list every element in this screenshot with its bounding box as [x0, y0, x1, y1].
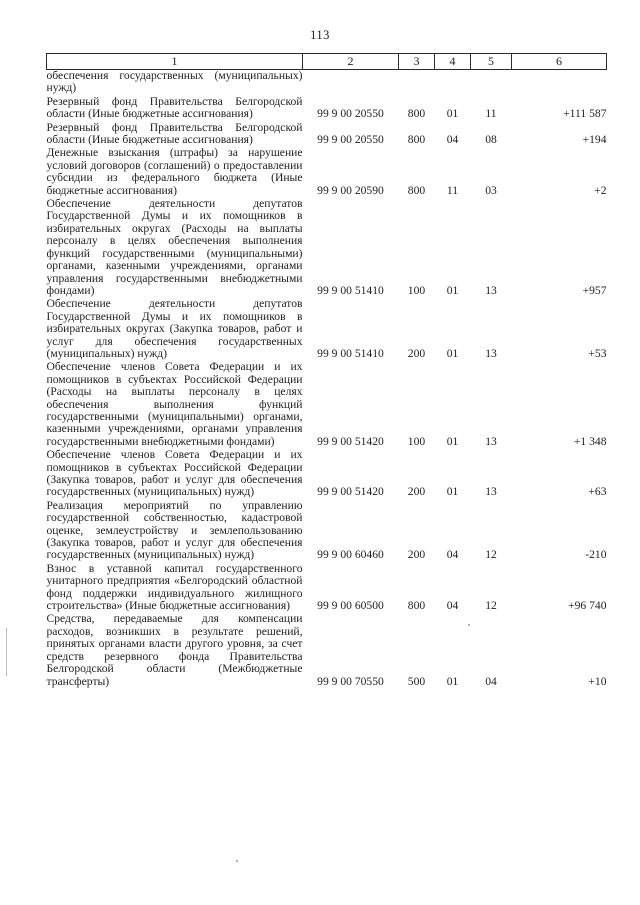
- row-col-5: 13: [485, 434, 497, 448]
- row-amount: -210: [585, 548, 607, 562]
- row-code: [303, 70, 399, 96]
- row-amount: +10: [588, 674, 607, 688]
- table-header-row: [47, 54, 607, 70]
- row-code: 99 9 00 60500: [317, 599, 384, 613]
- row-description: Обеспечение членов Совета Федерации и их помощников в субъектах Российской Федерации (Закупка товаров, работ и услуг для обеспечения государственных (муниципальных) нужд): [46, 448, 303, 499]
- row-col-3: [399, 70, 435, 96]
- header-col-6: 6: [512, 54, 607, 70]
- row-code: 99 9 00 20590: [317, 183, 384, 197]
- row-col-3: 800: [407, 599, 426, 613]
- row-description: Обеспечение членов Совета Федерации и их помощников в субъектах Российской Федерации (Расходы на выплаты персоналу в целях обеспечения выполнения функций государственными (муниципальными) органами, казенными учреждениями, органами управления государственными внебюджетными фондами): [46, 360, 303, 448]
- table-row: [47, 147, 607, 198]
- row-col-5: 12: [485, 548, 497, 562]
- row-col-5: 13: [485, 283, 497, 297]
- row-amount: +63: [588, 485, 607, 499]
- table-row: [47, 500, 607, 563]
- row-col-3: 200: [407, 548, 426, 562]
- row-col-3: 500: [407, 674, 426, 688]
- row-col-4: 11: [446, 183, 459, 197]
- row-code: 99 9 00 51420: [317, 434, 384, 448]
- scan-fold-mark: [6, 628, 7, 676]
- row-col-4: 01: [446, 485, 459, 499]
- table-row: [47, 361, 607, 449]
- row-code: 99 9 00 51410: [317, 283, 384, 297]
- row-col-5: 12: [485, 599, 497, 613]
- table-row: [47, 122, 607, 148]
- row-col-5: 11: [485, 107, 497, 121]
- row-col-5: [471, 70, 512, 96]
- row-amount: +957: [582, 283, 607, 297]
- row-amount: +194: [582, 133, 607, 147]
- row-col-3: 200: [407, 346, 426, 360]
- row-description: Денежные взыскания (штрафы) за нарушение условий договоров (соглашений) о предоставлении субсидии из федерального бюджета (Иные бюджетные ассигнования): [46, 146, 303, 197]
- row-col-3: 100: [407, 283, 426, 297]
- row-col-4: 04: [446, 133, 459, 147]
- row-col-5: 13: [485, 346, 497, 360]
- row-amount: [512, 70, 607, 96]
- row-col-5: 08: [485, 133, 497, 147]
- row-code: 99 9 00 51420: [317, 485, 384, 499]
- row-col-3: 800: [407, 133, 426, 147]
- table-row: [47, 563, 607, 614]
- row-col-3: 800: [407, 183, 426, 197]
- row-amount: +2: [594, 183, 607, 197]
- table-row: [47, 96, 607, 122]
- row-description: Резервный фонд Правительства Белгородской области (Иные бюджетные ассигнования): [46, 94, 303, 121]
- row-amount: +53: [588, 346, 607, 360]
- row-amount: +111 587: [563, 107, 607, 121]
- row-col-3: 200: [407, 485, 426, 499]
- row-description: Реализация мероприятий по управлению государственной собственностью, кадастровой оценке, землеустройству и землепользованию (Закупка товаров, работ и услуг для обеспечения государственных (муниципальных) нужд): [46, 498, 303, 562]
- page-number: 113: [310, 28, 330, 42]
- scan-speck: [236, 860, 238, 862]
- row-amount: +1 348: [573, 434, 607, 448]
- row-col-4: 01: [446, 434, 459, 448]
- table-row: [47, 70, 607, 96]
- row-description: Взнос в уставной капитал государственного унитарного предприятия «Белгородский областной фонд поддержки индивидуального жилищного строительства» (Иные бюджетные ассигнования): [46, 561, 303, 613]
- row-code: 99 9 00 60460: [317, 548, 384, 562]
- header-col-5: 5: [471, 54, 512, 70]
- row-col-4: 04: [446, 599, 459, 613]
- row-col-3: 800: [407, 107, 426, 121]
- table-row: [47, 298, 607, 361]
- row-code: 99 9 00 20550: [317, 133, 384, 147]
- table-row: [47, 198, 607, 298]
- row-col-4: 01: [446, 346, 459, 360]
- row-description: Резервный фонд Правительства Белгородской области (Иные бюджетные ассигнования): [46, 120, 303, 147]
- row-col-3: 100: [407, 434, 426, 448]
- row-col-5: 13: [485, 485, 497, 499]
- row-col-4: [435, 70, 471, 96]
- scan-speck: [468, 624, 470, 626]
- row-code: 99 9 00 20550: [317, 107, 384, 121]
- row-code: 99 9 00 51410: [317, 346, 384, 360]
- row-description: обеспечения государственных (муниципальных) нужд): [46, 69, 303, 95]
- table-row: [47, 613, 607, 688]
- budget-table: [46, 53, 607, 689]
- row-code: 99 9 00 70550: [317, 674, 384, 688]
- header-col-4: 4: [435, 54, 471, 70]
- row-amount: +96 740: [568, 599, 607, 613]
- row-col-4: 04: [446, 548, 459, 562]
- row-description: Обеспечение деятельности депутатов Государственной Думы и их помощников в избирательных округах (Расходы на выплаты персоналу в целях обеспечения выполнения функций государственными (муниципальными) органами, казенными учреждениями, органами управления государственными внебюджетными фондами): [46, 197, 303, 297]
- row-description: Средства, передаваемые для компенсации расходов, возникших в результате решений, принятых органами власти другого уровня, за счет средств резервного фонда Правительства Белгородской области (Межбюджетные трансферты): [46, 612, 303, 688]
- row-col-4: 01: [446, 283, 459, 297]
- header-col-3: 3: [399, 54, 435, 70]
- row-col-4: 01: [446, 107, 459, 121]
- row-col-5: 03: [485, 183, 497, 197]
- table-row: [47, 449, 607, 500]
- header-col-2: 2: [303, 54, 399, 70]
- row-description: Обеспечение деятельности депутатов Государственной Думы и их помощников в избирательных округах (Закупка товаров, работ и услуг для обеспечения государственных (муниципальных) нужд): [46, 297, 303, 360]
- row-col-4: 01: [446, 674, 459, 688]
- header-col-1: 1: [47, 54, 303, 70]
- row-col-5: 04: [485, 674, 497, 688]
